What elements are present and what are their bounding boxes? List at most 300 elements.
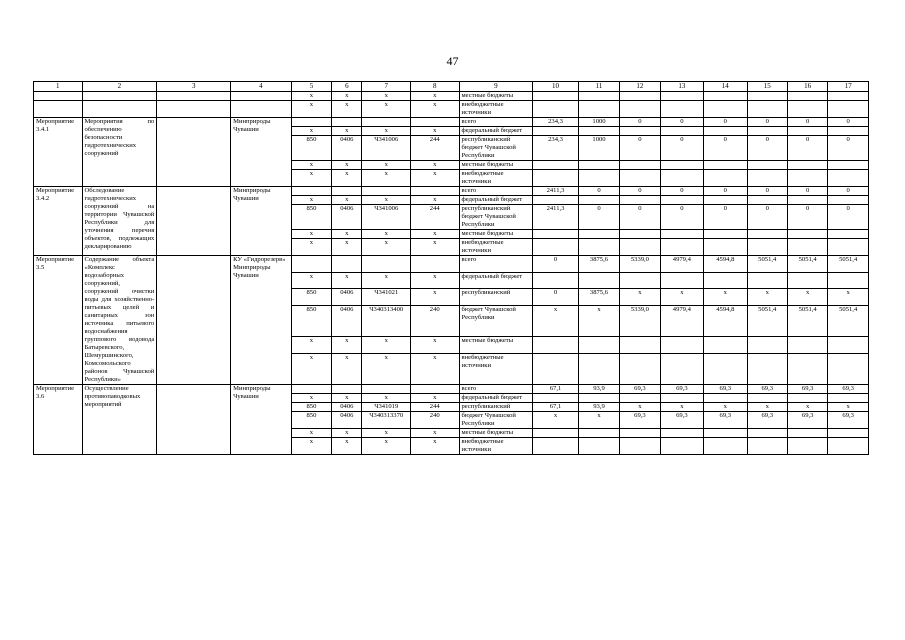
code-cell: х bbox=[291, 161, 331, 170]
code-cell bbox=[362, 385, 411, 394]
header-cell: 15 bbox=[747, 82, 787, 92]
header-cell: 14 bbox=[704, 82, 747, 92]
code-cell: х bbox=[362, 272, 411, 289]
code-cell: 850 bbox=[291, 289, 331, 306]
value-cell: 0 bbox=[578, 205, 619, 230]
value-cell bbox=[828, 161, 869, 170]
value-cell bbox=[620, 230, 660, 239]
code-cell: х bbox=[362, 101, 411, 118]
code-cell: 244 bbox=[410, 403, 459, 412]
code-cell: 0406 bbox=[332, 289, 362, 306]
code-cell: х bbox=[410, 337, 459, 354]
value-cell bbox=[620, 239, 660, 256]
code-cell bbox=[332, 256, 362, 273]
funding-source-cell: внебюджетные источники bbox=[459, 438, 533, 455]
code-cell: х bbox=[332, 353, 362, 384]
value-cell: 69,3 bbox=[787, 412, 827, 429]
value-cell bbox=[620, 353, 660, 384]
value-cell bbox=[787, 272, 827, 289]
value-cell: 69,3 bbox=[620, 412, 660, 429]
code-cell: Ч341021 bbox=[362, 289, 411, 306]
code-cell: х bbox=[410, 161, 459, 170]
code-cell: х bbox=[362, 92, 411, 101]
value-cell bbox=[578, 170, 619, 187]
value-cell: 69,3 bbox=[660, 385, 703, 394]
value-cell: х bbox=[620, 403, 660, 412]
value-cell bbox=[747, 92, 787, 101]
code-cell: х bbox=[291, 196, 331, 205]
code-cell: х bbox=[362, 170, 411, 187]
value-cell: 1000 bbox=[578, 136, 619, 161]
value-cell bbox=[747, 272, 787, 289]
value-cell bbox=[828, 239, 869, 256]
value-cell bbox=[828, 230, 869, 239]
funding-source-cell: федеральный бюджет bbox=[459, 196, 533, 205]
value-cell bbox=[533, 438, 578, 455]
value-cell: 5051,4 bbox=[828, 305, 869, 336]
value-cell bbox=[533, 170, 578, 187]
code-cell: х bbox=[362, 438, 411, 455]
funding-source-cell: внебюджетные источники bbox=[459, 353, 533, 384]
value-cell bbox=[533, 101, 578, 118]
code-cell: х bbox=[362, 337, 411, 354]
value-cell: 0 bbox=[660, 118, 703, 127]
value-cell: 93,9 bbox=[578, 385, 619, 394]
code-cell: х bbox=[332, 101, 362, 118]
value-cell: х bbox=[533, 412, 578, 429]
value-cell bbox=[704, 337, 747, 354]
value-cell: 0 bbox=[533, 256, 578, 273]
funding-source-cell: республиканский bbox=[459, 403, 533, 412]
table-row bbox=[34, 187, 869, 196]
value-cell bbox=[533, 239, 578, 256]
value-cell bbox=[660, 161, 703, 170]
value-cell bbox=[578, 394, 619, 403]
code-cell: х bbox=[332, 127, 362, 136]
value-cell: 0 bbox=[620, 187, 660, 196]
value-cell: х bbox=[533, 305, 578, 336]
value-cell bbox=[660, 272, 703, 289]
value-cell bbox=[747, 170, 787, 187]
code-cell: х bbox=[362, 127, 411, 136]
value-cell bbox=[620, 394, 660, 403]
code-cell bbox=[332, 118, 362, 127]
value-cell: 0 bbox=[704, 136, 747, 161]
value-cell: 0 bbox=[704, 118, 747, 127]
value-cell bbox=[578, 272, 619, 289]
code-cell bbox=[410, 187, 459, 196]
value-cell bbox=[704, 230, 747, 239]
measure-code-cell: Мероприятие 3.4.2 bbox=[34, 187, 83, 256]
value-cell: 0 bbox=[828, 205, 869, 230]
value-cell bbox=[787, 161, 827, 170]
code-cell: х bbox=[332, 438, 362, 455]
funding-source-cell: внебюджетные источники bbox=[459, 170, 533, 187]
value-cell: 4979,4 bbox=[660, 305, 703, 336]
code-cell bbox=[362, 187, 411, 196]
value-cell bbox=[704, 161, 747, 170]
value-cell bbox=[660, 438, 703, 455]
code-cell bbox=[291, 256, 331, 273]
value-cell: 4594,8 bbox=[704, 305, 747, 336]
value-cell: 0 bbox=[660, 136, 703, 161]
value-cell: 5339,0 bbox=[620, 256, 660, 273]
funding-source-cell: всего bbox=[459, 256, 533, 273]
code-cell: Ч341006 bbox=[362, 205, 411, 230]
value-cell bbox=[620, 272, 660, 289]
value-cell bbox=[747, 429, 787, 438]
value-cell bbox=[660, 92, 703, 101]
value-cell: 3875,6 bbox=[578, 289, 619, 306]
empty-cell bbox=[157, 385, 231, 455]
value-cell bbox=[747, 438, 787, 455]
code-cell: х bbox=[410, 289, 459, 306]
table-row bbox=[34, 118, 869, 127]
value-cell: 0 bbox=[660, 205, 703, 230]
value-cell bbox=[660, 429, 703, 438]
value-cell: 2411,3 bbox=[533, 187, 578, 196]
value-cell: х bbox=[747, 289, 787, 306]
value-cell bbox=[660, 101, 703, 118]
funding-source-cell: федеральный бюджет bbox=[459, 272, 533, 289]
code-cell: х bbox=[332, 170, 362, 187]
code-cell: х bbox=[410, 438, 459, 455]
value-cell bbox=[533, 230, 578, 239]
value-cell bbox=[704, 429, 747, 438]
value-cell: 234,3 bbox=[533, 136, 578, 161]
code-cell: х bbox=[410, 196, 459, 205]
value-cell: 5051,4 bbox=[787, 256, 827, 273]
value-cell bbox=[620, 161, 660, 170]
measure-code-cell: Мероприятие 3.4.1 bbox=[34, 118, 83, 187]
value-cell: 0 bbox=[747, 118, 787, 127]
measure-name-cell: Содержание объекта «Комплекс водозаборных сооружений, сооружений очистки воды для хозяйственно-питьевых целей и санитарных зон источника питьевого водоснабжения группового водовода Батыревского, Шемуршинского, Комсомольского районов Чувашской Республики» bbox=[82, 256, 157, 385]
value-cell: х bbox=[578, 412, 619, 429]
value-cell bbox=[578, 429, 619, 438]
value-cell: 3875,6 bbox=[578, 256, 619, 273]
value-cell: х bbox=[660, 289, 703, 306]
code-cell: Ч340313370 bbox=[362, 412, 411, 429]
value-cell bbox=[747, 353, 787, 384]
code-cell: х bbox=[332, 239, 362, 256]
value-cell: 5051,4 bbox=[787, 305, 827, 336]
code-cell: 850 bbox=[291, 136, 331, 161]
value-cell: 0 bbox=[787, 187, 827, 196]
header-cell: 13 bbox=[660, 82, 703, 92]
code-cell: х bbox=[332, 272, 362, 289]
value-cell: 0 bbox=[620, 136, 660, 161]
value-cell bbox=[533, 353, 578, 384]
code-cell: 0406 bbox=[332, 403, 362, 412]
code-cell bbox=[410, 385, 459, 394]
header-cell: 2 bbox=[82, 82, 157, 92]
value-cell: 0 bbox=[828, 136, 869, 161]
value-cell bbox=[620, 127, 660, 136]
value-cell: х bbox=[787, 403, 827, 412]
executor-cell: Минприроды Чувашии bbox=[231, 187, 292, 256]
measure-code-cell: Мероприятие 3.6 bbox=[34, 385, 83, 455]
executor-cell bbox=[231, 101, 292, 118]
value-cell bbox=[620, 170, 660, 187]
value-cell bbox=[747, 337, 787, 354]
value-cell bbox=[704, 170, 747, 187]
value-cell bbox=[828, 101, 869, 118]
funding-source-cell: местные бюджеты bbox=[459, 230, 533, 239]
value-cell: 93,9 bbox=[578, 403, 619, 412]
value-cell: 0 bbox=[747, 136, 787, 161]
code-cell bbox=[410, 256, 459, 273]
code-cell bbox=[291, 385, 331, 394]
value-cell bbox=[747, 161, 787, 170]
value-cell: х bbox=[620, 289, 660, 306]
value-cell bbox=[620, 337, 660, 354]
value-cell: 0 bbox=[787, 118, 827, 127]
header-cell: 17 bbox=[828, 82, 869, 92]
executor-cell: Минприроды Чувашии bbox=[231, 118, 292, 187]
value-cell: х bbox=[578, 305, 619, 336]
value-cell bbox=[704, 438, 747, 455]
code-cell: х bbox=[291, 230, 331, 239]
code-cell: х bbox=[291, 438, 331, 455]
table-row bbox=[34, 101, 869, 118]
empty-cell bbox=[157, 187, 231, 256]
value-cell: х bbox=[747, 403, 787, 412]
value-cell bbox=[578, 196, 619, 205]
funding-source-cell: местные бюджеты bbox=[459, 92, 533, 101]
value-cell bbox=[787, 230, 827, 239]
code-cell: х bbox=[291, 239, 331, 256]
empty-cell bbox=[157, 101, 231, 118]
value-cell: 2411,3 bbox=[533, 205, 578, 230]
measure-name-cell: Осуществление противопаводковых мероприятий bbox=[82, 385, 157, 455]
code-cell: Ч341019 bbox=[362, 403, 411, 412]
header-cell: 1 bbox=[34, 82, 83, 92]
code-cell: х bbox=[332, 429, 362, 438]
code-cell: х bbox=[291, 170, 331, 187]
header-cell: 3 bbox=[157, 82, 231, 92]
code-cell: 850 bbox=[291, 412, 331, 429]
code-cell: 0406 bbox=[332, 305, 362, 336]
code-cell: х bbox=[291, 272, 331, 289]
value-cell bbox=[660, 170, 703, 187]
value-cell bbox=[787, 353, 827, 384]
value-cell bbox=[828, 337, 869, 354]
header-cell: 10 bbox=[533, 82, 578, 92]
value-cell bbox=[747, 230, 787, 239]
value-cell: 0 bbox=[704, 205, 747, 230]
code-cell: 850 bbox=[291, 305, 331, 336]
value-cell bbox=[660, 196, 703, 205]
value-cell bbox=[578, 127, 619, 136]
code-cell: 0406 bbox=[332, 136, 362, 161]
value-cell bbox=[533, 429, 578, 438]
measure-code-cell bbox=[34, 101, 83, 118]
funding-source-cell: федеральный бюджет bbox=[459, 394, 533, 403]
executor-cell: Минприроды Чувашии bbox=[231, 385, 292, 455]
code-cell: х bbox=[291, 394, 331, 403]
code-cell bbox=[362, 118, 411, 127]
measure-name-cell bbox=[82, 101, 157, 118]
header-cell: 7 bbox=[362, 82, 411, 92]
code-cell: х bbox=[410, 230, 459, 239]
funding-source-cell: республиканский bbox=[459, 289, 533, 306]
value-cell bbox=[533, 337, 578, 354]
code-cell: х bbox=[291, 127, 331, 136]
value-cell bbox=[660, 353, 703, 384]
code-cell: Ч340313400 bbox=[362, 305, 411, 336]
value-cell bbox=[828, 127, 869, 136]
code-cell: х bbox=[410, 127, 459, 136]
value-cell bbox=[704, 239, 747, 256]
header-cell: 6 bbox=[332, 82, 362, 92]
value-cell bbox=[747, 394, 787, 403]
value-cell bbox=[578, 438, 619, 455]
funding-source-cell: местные бюджеты bbox=[459, 337, 533, 354]
header-cell: 5 bbox=[291, 82, 331, 92]
value-cell: х bbox=[704, 403, 747, 412]
funding-source-cell: местные бюджеты bbox=[459, 429, 533, 438]
value-cell bbox=[747, 101, 787, 118]
value-cell bbox=[533, 161, 578, 170]
value-cell bbox=[747, 196, 787, 205]
value-cell: 0 bbox=[747, 187, 787, 196]
value-cell: 5339,0 bbox=[620, 305, 660, 336]
value-cell: х bbox=[828, 403, 869, 412]
code-cell: х bbox=[362, 161, 411, 170]
code-cell: 0406 bbox=[332, 205, 362, 230]
value-cell: х bbox=[828, 289, 869, 306]
value-cell: 5051,4 bbox=[828, 256, 869, 273]
code-cell: х bbox=[362, 353, 411, 384]
value-cell bbox=[787, 92, 827, 101]
value-cell bbox=[704, 353, 747, 384]
measure-code-cell: Мероприятие 3.5 bbox=[34, 256, 83, 385]
code-cell: х bbox=[362, 196, 411, 205]
value-cell bbox=[787, 127, 827, 136]
value-cell: 67,1 bbox=[533, 403, 578, 412]
code-cell: х bbox=[291, 92, 331, 101]
code-cell: х bbox=[332, 196, 362, 205]
value-cell bbox=[533, 394, 578, 403]
empty-cell bbox=[157, 118, 231, 187]
value-cell: 0 bbox=[620, 118, 660, 127]
value-cell bbox=[620, 196, 660, 205]
value-cell: 0 bbox=[747, 205, 787, 230]
value-cell bbox=[704, 92, 747, 101]
value-cell bbox=[747, 239, 787, 256]
value-cell bbox=[787, 394, 827, 403]
value-cell: 0 bbox=[533, 289, 578, 306]
value-cell bbox=[704, 394, 747, 403]
value-cell bbox=[533, 127, 578, 136]
value-cell: 0 bbox=[787, 136, 827, 161]
code-cell: х bbox=[410, 429, 459, 438]
code-cell: х bbox=[332, 161, 362, 170]
value-cell bbox=[787, 170, 827, 187]
header-cell: 16 bbox=[787, 82, 827, 92]
value-cell: х bbox=[704, 289, 747, 306]
value-cell bbox=[787, 429, 827, 438]
code-cell: х bbox=[332, 394, 362, 403]
funding-source-cell: всего bbox=[459, 118, 533, 127]
value-cell: 69,3 bbox=[828, 385, 869, 394]
value-cell bbox=[704, 127, 747, 136]
code-cell: х bbox=[362, 394, 411, 403]
value-cell: х bbox=[660, 403, 703, 412]
header-cell: 11 bbox=[578, 82, 619, 92]
header-cell: 12 bbox=[620, 82, 660, 92]
value-cell: 4979,4 bbox=[660, 256, 703, 273]
code-cell: х bbox=[291, 353, 331, 384]
code-cell: х bbox=[332, 92, 362, 101]
value-cell: 0 bbox=[660, 187, 703, 196]
value-cell: 5051,4 bbox=[747, 305, 787, 336]
value-cell: 69,3 bbox=[747, 385, 787, 394]
code-cell: х bbox=[410, 101, 459, 118]
header-row bbox=[34, 82, 869, 92]
value-cell bbox=[578, 161, 619, 170]
value-cell bbox=[787, 239, 827, 256]
value-cell bbox=[828, 272, 869, 289]
table-row bbox=[34, 385, 869, 394]
executor-cell bbox=[231, 92, 292, 101]
value-cell bbox=[578, 337, 619, 354]
funding-source-cell: всего bbox=[459, 385, 533, 394]
value-cell bbox=[533, 196, 578, 205]
value-cell bbox=[828, 92, 869, 101]
value-cell bbox=[620, 92, 660, 101]
funding-source-cell: внебюджетные источники bbox=[459, 239, 533, 256]
code-cell: 850 bbox=[291, 205, 331, 230]
value-cell: 234,3 bbox=[533, 118, 578, 127]
value-cell bbox=[828, 196, 869, 205]
code-cell: х bbox=[410, 353, 459, 384]
value-cell bbox=[620, 429, 660, 438]
value-cell bbox=[787, 337, 827, 354]
value-cell bbox=[787, 196, 827, 205]
value-cell bbox=[704, 196, 747, 205]
value-cell: 0 bbox=[828, 187, 869, 196]
funding-source-cell: местные бюджеты bbox=[459, 161, 533, 170]
value-cell: 69,3 bbox=[620, 385, 660, 394]
value-cell bbox=[578, 92, 619, 101]
value-cell: 69,3 bbox=[787, 385, 827, 394]
code-cell bbox=[410, 118, 459, 127]
code-cell bbox=[332, 187, 362, 196]
value-cell bbox=[747, 127, 787, 136]
value-cell: 0 bbox=[620, 205, 660, 230]
funding-source-cell: всего bbox=[459, 187, 533, 196]
code-cell: х bbox=[332, 230, 362, 239]
code-cell: х bbox=[362, 239, 411, 256]
code-cell: 244 bbox=[410, 136, 459, 161]
funding-source-cell: федеральный бюджет bbox=[459, 127, 533, 136]
executor-cell: КУ «Гидрорезерв» Минприроды Чувашии bbox=[231, 256, 292, 385]
code-cell: х bbox=[362, 230, 411, 239]
code-cell: х bbox=[410, 272, 459, 289]
value-cell: 0 bbox=[787, 205, 827, 230]
value-cell bbox=[828, 438, 869, 455]
value-cell bbox=[578, 239, 619, 256]
code-cell: 244 bbox=[410, 205, 459, 230]
value-cell: 69,3 bbox=[660, 412, 703, 429]
code-cell: 240 bbox=[410, 305, 459, 336]
funding-source-cell: внебюджетные источники bbox=[459, 101, 533, 118]
value-cell: 69,3 bbox=[828, 412, 869, 429]
value-cell: 69,3 bbox=[747, 412, 787, 429]
measure-name-cell: Мероприятия по обеспечению безопасности гидротехнических сооружений bbox=[82, 118, 157, 187]
value-cell: 5051,4 bbox=[747, 256, 787, 273]
